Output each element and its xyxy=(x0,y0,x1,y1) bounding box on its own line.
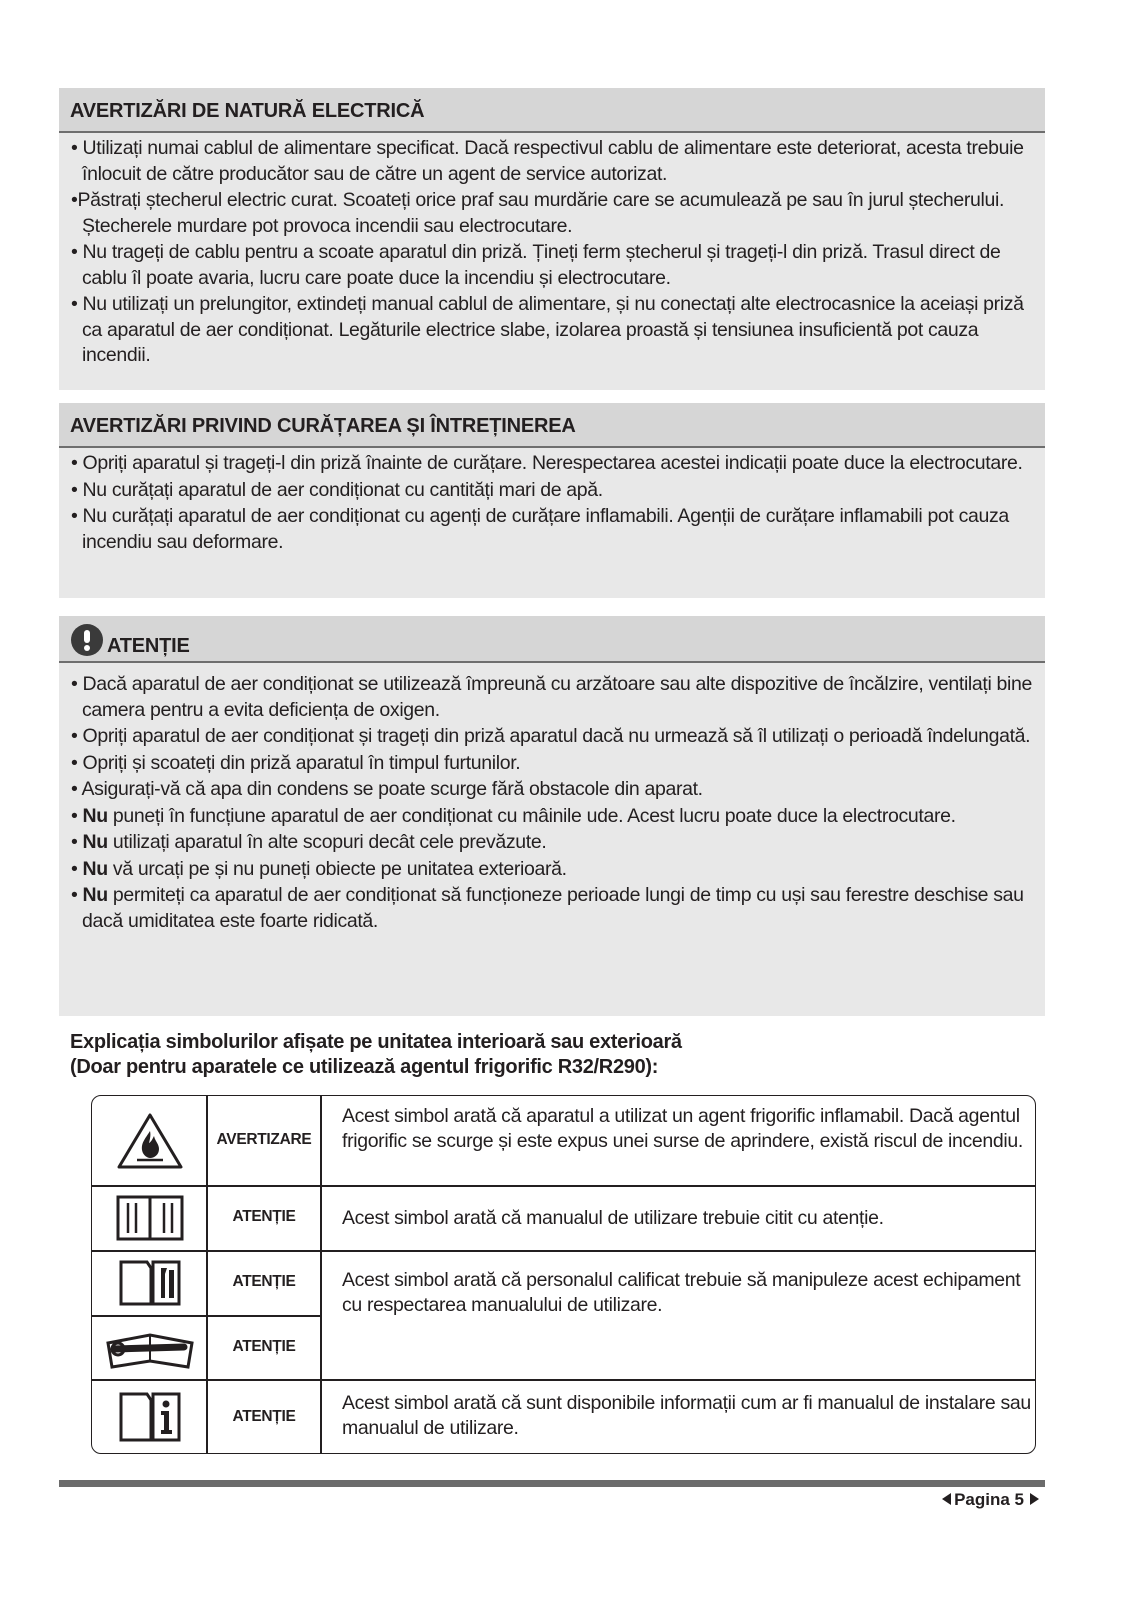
exclamation-icon xyxy=(71,624,103,656)
list-item: • Opriți aparatul și trageți-l din priză înainte de curățare. Nerespectarea acestei indicații poate duce la electrocutare. xyxy=(71,452,1023,474)
list-item: • Nu curățați aparatul de aer condiționat cu agenți de curățare inflamabili. Agenții de curățare inflamabili pot cauza incendiu sau deformare. xyxy=(71,505,1009,553)
symbols-table xyxy=(91,1095,1036,1454)
list-item: • Nu utilizați un prelungitor, extindeți manual cablul de alimentare, și nu conectați alte electrocasnice la aceiași priză ca aparatul de aer condiționat. Legăturile electrice slabe, izolarea proastă și tensiunea insuficientă pot cauza incendii. xyxy=(71,293,1024,366)
symbols-heading: Explicația simbolurilor afișate pe unitatea interioară sau exterioară (Doar pentru aparatele ce utilizează agentul frigorific R32/R290): xyxy=(70,1031,682,1078)
list-item: • Nu utilizați aparatul în alte scopuri decât cele prevăzute. xyxy=(71,831,547,853)
list-item: • Nu permiteți ca aparatul de aer condiționat să funcționeze perioade lungi de timp cu uși sau ferestre deschise sau dacă umiditatea este foarte ridicată. xyxy=(71,884,1024,932)
electrical-warnings-section xyxy=(59,88,1045,390)
list-item: • Opriți aparatul de aer condiționat și trageți din priză aparatul dacă nu urmează să îl utilizați o perioadă îndelungată. xyxy=(71,725,1031,747)
row-description: Acest simbol arată că manualul de utilizare trebuie citit cu atenție. xyxy=(342,1207,884,1229)
caution-section xyxy=(59,616,1045,1016)
section-title: AVERTIZĂRI DE NATURĂ ELECTRICĂ xyxy=(59,88,1045,133)
list-item: • Nu vă urcați pe și nu puneți obiecte pe unitatea exterioară. xyxy=(71,857,567,880)
row-label: ATENȚIE xyxy=(232,1208,296,1225)
row-description: Acest simbol arată că aparatul a utilizat un agent frigorific inflamabil. Dacă agentul frigorific se scurge și este expus unei surse de aprindere, există riscul de incendiu. xyxy=(342,1105,1023,1152)
list-item: • Nu puneți în funcțiune aparatul de aer condiționat cu mâinile ude. Acest lucru poate duce la electrocutare. xyxy=(71,804,956,827)
list-item: •Păstrați ștecherul electric curat. Scoateți orice praf sau murdărie care se acumulează pe sau în jurul ștecherului. Ștecherele murdare pot provoca incendii sau electrocutare. xyxy=(71,189,1005,237)
page-number: Pagina 5 xyxy=(942,1490,1039,1510)
row-description: Acest simbol arată că sunt disponibile informații cum ar fi manualul de instalare sau manualul de utilizare. xyxy=(342,1392,1031,1439)
list-item: • Opriți și scoateți din priză aparatul în timpul furtunilor. xyxy=(71,751,521,774)
info-manual-icon xyxy=(92,1380,207,1454)
row-label: ATENȚIE xyxy=(232,1273,296,1290)
list-item: • Utilizați numai cablul de alimentare specificat. Dacă respectivul cablu de alimentare este deteriorat, acesta trebuie înlocuit de către producător sau de către un agent de service autorizat. xyxy=(71,137,1024,185)
section-title: AVERTIZĂRI PRIVIND CURĂȚAREA ȘI ÎNTREȚINEREA xyxy=(59,403,1045,448)
caution-title: ATENȚIE xyxy=(107,635,190,657)
service-manual-icon xyxy=(92,1251,207,1315)
list-item: • Asigurați-vă că apa din condens se poate scurge fără obstacole din aparat. xyxy=(71,778,703,800)
list-item: • Nu curățați aparatul de aer condiționat cu cantități mari de apă. xyxy=(71,478,603,501)
cleaning-warnings-section xyxy=(59,403,1045,598)
prev-page-icon xyxy=(942,1493,951,1505)
manual-book-icon xyxy=(92,1186,207,1250)
next-page-icon xyxy=(1030,1493,1039,1505)
list-item: • Dacă aparatul de aer condiționat se utilizează împreună cu arzătoare sau alte dispozitive de încălzire, ventilați bine camera pentru a evita deficiența de oxigen. xyxy=(71,673,1032,721)
flammable-warning-icon xyxy=(92,1096,207,1185)
row-label: ATENȚIE xyxy=(232,1338,296,1355)
list-item: • Nu trageți de cablu pentru a scoate aparatul din priză. Țineți ferm ștecherul și trageți-l din priză. Trasul direct de cablu îl poate avaria, lucru care poate duce la incendiu și electrocutare. xyxy=(71,241,1001,289)
section-title xyxy=(59,616,1045,663)
row-label: AVERTIZARE xyxy=(216,1131,312,1148)
footer-divider xyxy=(59,1480,1045,1487)
wrench-book-icon xyxy=(92,1316,207,1379)
row-label: ATENȚIE xyxy=(232,1408,296,1425)
row-description: Acest simbol arată că personalul calificat trebuie să manipuleze acest echipament cu respectarea manualului de utilizare. xyxy=(342,1269,1021,1316)
